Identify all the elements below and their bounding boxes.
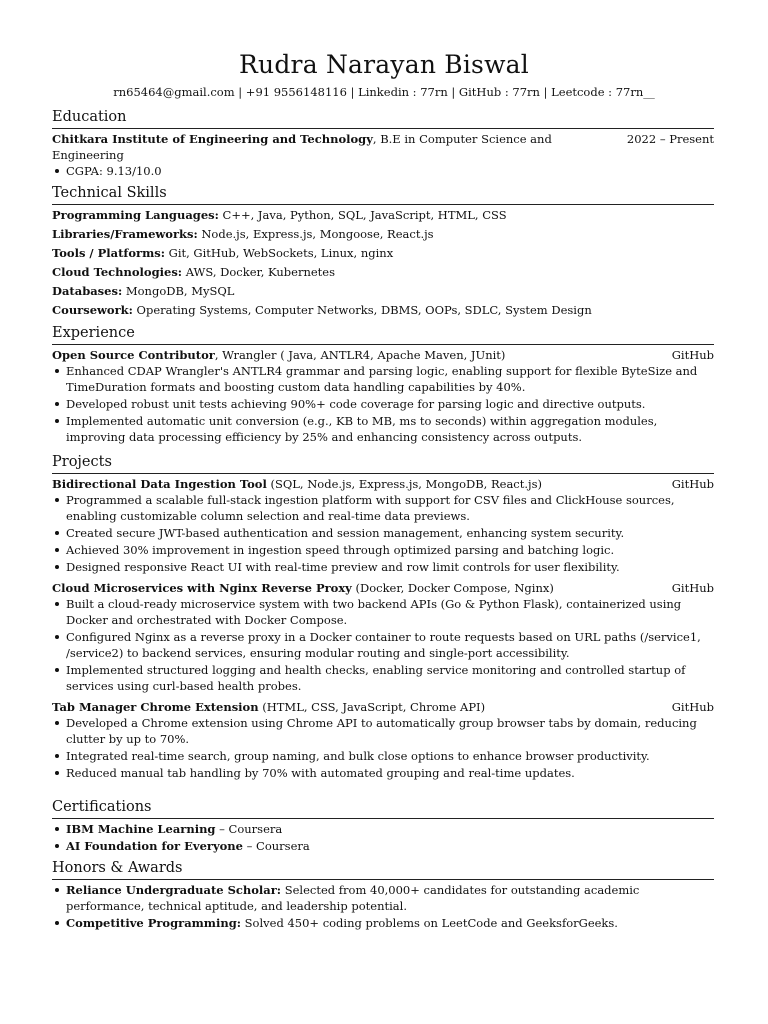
degree: , B.E in Computer Science and <box>372 132 552 146</box>
list-item: Integrated real-time search, group naming, and bulk close options to enhance browser productivity. <box>52 748 714 764</box>
project-tech: (SQL, Node.js, Express.js, MongoDB, React.js) <box>266 477 542 491</box>
cert-name: IBM Machine Learning <box>66 822 216 836</box>
skill-label: Tools / Platforms: <box>52 246 165 260</box>
list-item: Achieved 30% improvement in ingestion speed through optimized parsing and batching logic. <box>52 542 714 558</box>
certifications-heading: Certifications <box>52 799 152 815</box>
skill-label: Databases: <box>52 284 123 298</box>
projects-section <box>52 453 714 782</box>
projects-heading: Projects <box>52 454 112 470</box>
list-item: Developed a Chrome extension using Chrome API to automatically group browser tabs by domain, reducing clutter by up to 70%. <box>52 715 714 747</box>
role-org: , Wrangler ( Java, ANTLR4, Apache Maven, JUnit) <box>214 348 506 362</box>
list-item: Implemented structured logging and health checks, enabling service monitoring and controlled startup of services using curl-based health probes. <box>52 662 714 694</box>
github-link[interactable]: GitHub <box>671 348 714 362</box>
section-divider <box>52 204 714 205</box>
honors-section <box>52 859 714 932</box>
degree-continued: Engineering <box>52 148 124 162</box>
list-item: Implemented automatic unit conversion (e.g., KB to MB, ms to seconds) within aggregation modules, improving data processing efficiency by 25% and enhancing consistency across outputs. <box>52 413 714 445</box>
list-item: Enhanced CDAP Wrangler's ANTLR4 grammar and parsing logic, enabling support for flexible ByteSize and TimeDuration formats and boosting custom data handling capabilities by 40%. <box>52 363 714 395</box>
skill-label: Libraries/Frameworks: <box>52 227 198 241</box>
github-link[interactable]: GitHub <box>671 700 714 714</box>
skill-value: MongoDB, MySQL <box>122 284 235 298</box>
skill-row <box>52 207 714 223</box>
skill-row <box>52 245 714 261</box>
contact-line: rn65464@gmail.com | +91 9556148116 | Linkedin : 77rn | GitHub : 77rn | Leetcode : 77rn__ <box>113 85 655 99</box>
list-item: Created secure JWT-based authentication and session management, enhancing system security. <box>52 525 714 541</box>
skill-value: Operating Systems, Computer Networks, DBMS, OOPs, SDLC, System Design <box>132 303 592 317</box>
certifications-section <box>52 798 714 855</box>
education-section <box>52 108 714 180</box>
skill-row <box>52 264 714 280</box>
list-item: Programmed a scalable full-stack ingestion platform with support for CSV files and ClickHouse sources, enabling customizable column selection and real-time data previews. <box>52 492 714 524</box>
experience-entry <box>52 347 714 363</box>
cert-issuer: – Coursera <box>242 839 310 853</box>
section-divider <box>52 344 714 345</box>
skill-label: Programming Languages: <box>52 208 219 222</box>
section-divider <box>52 818 714 819</box>
skill-value: C++, Java, Python, SQL, JavaScript, HTML, CSS <box>218 208 507 222</box>
honor-text: Selected from 40,000+ candidates for outstanding academic performance, technical aptitude, and leadership potential. <box>66 883 640 913</box>
project-name: Cloud Microservices with Nginx Reverse Proxy <box>52 581 352 595</box>
list-item: CGPA: 9.13/10.0 <box>52 163 714 179</box>
project-entry <box>52 476 714 492</box>
experience-heading: Experience <box>52 325 135 341</box>
list-item: Built a cloud-ready microservice system with two backend APIs (Go & Python Flask), containerized using Docker and orchestrated with Docker Compose. <box>52 596 714 628</box>
honor-text: Solved 450+ coding problems on LeetCode and GeeksforGeeks. <box>241 916 618 930</box>
cert-name: AI Foundation for Everyone <box>66 839 243 853</box>
skill-row <box>52 302 714 318</box>
list-item: Reduced manual tab handling by 70% with automated grouping and real-time updates. <box>52 765 714 781</box>
project-name: Tab Manager Chrome Extension <box>52 700 259 714</box>
skill-label: Coursework: <box>52 303 133 317</box>
project-entry <box>52 580 714 596</box>
education-heading: Education <box>52 109 127 125</box>
education-dates: 2022 – Present <box>626 132 714 146</box>
candidate-name: Rudra Narayan Biswal <box>239 50 529 79</box>
list-item: Configured Nginx as a reverse proxy in a Docker container to route requests based on URL paths (/service1, /service2) to backend services, ensuring modular routing and single-port accessibility. <box>52 629 714 661</box>
list-item <box>52 882 714 914</box>
project-tech: (Docker, Docker Compose, Nginx) <box>351 581 554 595</box>
education-entry <box>52 131 714 147</box>
honor-label: Competitive Programming: <box>66 916 241 930</box>
github-link[interactable]: GitHub <box>671 477 714 491</box>
section-divider <box>52 128 714 129</box>
list-item: Designed responsive React UI with real-time preview and row limit controls for user flexibility. <box>52 559 714 575</box>
honor-label: Reliance Undergraduate Scholar: <box>66 883 282 897</box>
cert-issuer: – Coursera <box>215 822 283 836</box>
skill-label: Cloud Technologies: <box>52 265 183 279</box>
honors-heading: Honors & Awards <box>52 860 183 876</box>
skill-value: AWS, Docker, Kubernetes <box>182 265 335 279</box>
skill-row <box>52 226 714 242</box>
skills-heading: Technical Skills <box>52 185 167 201</box>
github-link[interactable]: GitHub <box>671 581 714 595</box>
skill-row <box>52 283 714 299</box>
project-tech: (HTML, CSS, JavaScript, Chrome API) <box>258 700 486 714</box>
list-item: Developed robust unit tests achieving 90%+ code coverage for parsing logic and directive outputs. <box>52 396 714 412</box>
section-divider <box>52 879 714 880</box>
project-name: Bidirectional Data Ingestion Tool <box>52 477 267 491</box>
role-title: Open Source Contributor <box>52 348 215 362</box>
list-item <box>52 821 714 837</box>
project-entry <box>52 699 714 715</box>
list-item <box>52 915 714 931</box>
skills-section <box>52 184 714 321</box>
school-name: Chitkara Institute of Engineering and Technology <box>52 132 373 146</box>
list-item <box>52 838 714 854</box>
section-divider <box>52 473 714 474</box>
skill-value: Git, GitHub, WebSockets, Linux, nginx <box>164 246 394 260</box>
skill-value: Node.js, Express.js, Mongoose, React.js <box>197 227 434 241</box>
experience-section <box>52 324 714 446</box>
